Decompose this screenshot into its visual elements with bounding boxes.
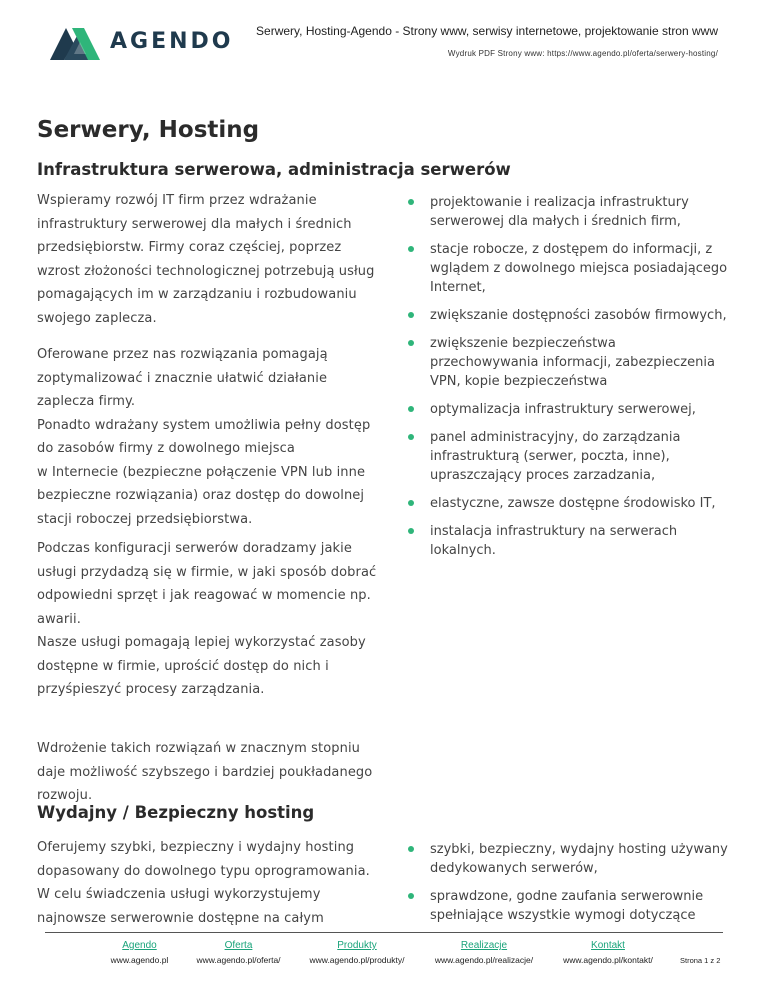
print-url: Wydruk PDF Strony www: https://www.agendo.pl/oferta/serwery-hosting/ [447, 49, 718, 58]
page-number: Strona 1 z 2 [680, 956, 721, 965]
footer-link-agendo[interactable] [92, 940, 187, 965]
bullet-dot-icon [408, 312, 414, 318]
footer-link-url: www.agendo.pl [110, 955, 169, 965]
bullet-dot-icon [408, 528, 414, 534]
list-item [408, 334, 728, 391]
footer-link-produkty[interactable] [296, 940, 418, 965]
bullet-dot-icon [408, 434, 414, 440]
document-title: Serwery, Hosting-Agendo - Strony www, serwisy internetowe, projektowanie stron www [256, 24, 718, 38]
list-item [408, 494, 728, 513]
footer-link-kontakt[interactable] [551, 940, 665, 965]
footer-link-oferta[interactable] [186, 940, 291, 965]
configuration-paragraph [37, 537, 382, 702]
bullet-dot-icon [408, 500, 414, 506]
list-item [408, 522, 728, 560]
agendo-logo[interactable] [50, 22, 234, 62]
hosting-features-list [408, 840, 728, 934]
list-item [408, 240, 728, 297]
implementation-paragraph [37, 737, 382, 808]
bullet-dot-icon [408, 893, 414, 899]
list-item [408, 887, 728, 925]
bullet-dot-icon [408, 246, 414, 252]
list-item-text: sprawdzone, godne zaufania serwerownie spełniające wszystkie wymogi dotyczące [430, 889, 704, 923]
page-header [0, 0, 768, 80]
paragraph: Ponadto wdrażany system umożliwia pełny dostęp do zasobów firmy z dowolnego miejsca [37, 417, 371, 456]
list-item [408, 840, 728, 878]
list-item-text: szybki, bezpieczny, wydajny hosting używany dedykowanych serwerów, [430, 842, 728, 876]
list-item-text: zwiększenie bezpieczeństwa przechowywania informacji, zabezpieczenia VPN, kopie bezpieczeństwa [430, 336, 715, 389]
paragraph: Wspieramy rozwój IT firm przez wdrażanie infrastruktury serwerowej dla małych i średnich przedsiębiorstw. Firmy coraz częściej, poprzez wzrost złożoności technologicznej potrzebują usług pomagających im w zarządzaniu i rozbudowaniu swojego zaplecza. [37, 193, 375, 326]
list-item-text: elastyczne, zawsze dostępne środowisko IT, [430, 496, 716, 511]
page-footer [0, 940, 768, 970]
paragraph: Oferujemy szybki, bezpieczny i wydajny hosting dopasowany do dowolnego typu oprogramowania. W celu świadczenia usługi wykorzystujemy najnowsze serwerownie dostępne na całym [37, 840, 370, 926]
bullet-dot-icon [408, 199, 414, 205]
footer-link-url: www.agendo.pl/realizacje/ [434, 955, 534, 965]
list-item-text: stacje robocze, z dostępem do informacji, z wglądem z dowolnego miejsca posiadającego Internet, [430, 242, 728, 295]
bullet-dot-icon [408, 406, 414, 412]
section-subtitle: Infrastruktura serwerowa, administracja serwerów [37, 160, 511, 179]
bullet-dot-icon [408, 846, 414, 852]
list-item-text: optymalizacja infrastruktury serwerowej, [430, 402, 696, 417]
footer-link-url: www.agendo.pl/oferta/ [196, 955, 281, 965]
list-item [408, 306, 728, 325]
list-item-text: zwiększanie dostępności zasobów firmowych, [430, 308, 727, 323]
footer-link-label[interactable]: Produkty [337, 940, 377, 951]
paragraph: Nasze usługi pomagają lepiej wykorzystać zasoby dostępne w firmie, uprościć dostęp do nich i przyśpieszyć procesy zarządzania. [37, 635, 366, 697]
agendo-logo-icon [50, 22, 108, 60]
page-title: Serwery, Hosting [37, 117, 260, 143]
footer-link-label[interactable]: Oferta [224, 940, 253, 951]
bullet-dot-icon [408, 340, 414, 346]
footer-divider [45, 932, 723, 933]
features-list [408, 193, 728, 569]
footer-link-label[interactable]: Agendo [122, 940, 157, 951]
footer-link-realizacje[interactable] [422, 940, 546, 965]
list-item [408, 428, 728, 485]
list-item-text: projektowanie i realizacja infrastruktury serwerowej dla małych i średnich firm, [430, 195, 689, 229]
intro-paragraph [37, 189, 382, 330]
list-item [408, 400, 728, 419]
paragraph: Podczas konfiguracji serwerów doradzamy jakie usługi przydadzą się w firmie, w jaki sposób dobrać odpowiedni sprzęt i jak reagować w momencie np. awarii. [37, 541, 377, 627]
paragraph: w Internecie (bezpieczne połączenie VPN lub inne bezpieczne rozwiązania) oraz dostęp do dowolnej stacji roboczej przedsiębiorstwa. [37, 464, 366, 527]
logo-text: AGENDO [110, 29, 234, 54]
list-item-text: panel administracyjny, do zarządzania infrastrukturą (serwer, poczta, inne), upraszczający proces zarzadzania, [430, 430, 681, 483]
hosting-paragraph [37, 836, 382, 930]
footer-link-label[interactable]: Kontakt [591, 940, 625, 951]
paragraph: Oferowane przez nas rozwiązania pomagają zoptymalizować i znacznie ułatwić działanie zaplecza firmy. [37, 347, 328, 409]
solutions-paragraph [37, 343, 382, 531]
hosting-section-title: Wydajny / Bezpieczny hosting [37, 803, 315, 822]
footer-link-url: www.agendo.pl/produkty/ [309, 955, 405, 965]
list-item-text: instalacja infrastruktury na serwerach lokalnych. [430, 524, 678, 558]
footer-link-url: www.agendo.pl/kontakt/ [563, 955, 653, 965]
footer-link-label[interactable]: Realizacje [460, 940, 508, 951]
paragraph: Wdrożenie takich rozwiązań w znacznym stopniu daje możliwość szybszego i bardziej poukładanego rozwoju. [37, 741, 373, 803]
list-item [408, 193, 728, 231]
